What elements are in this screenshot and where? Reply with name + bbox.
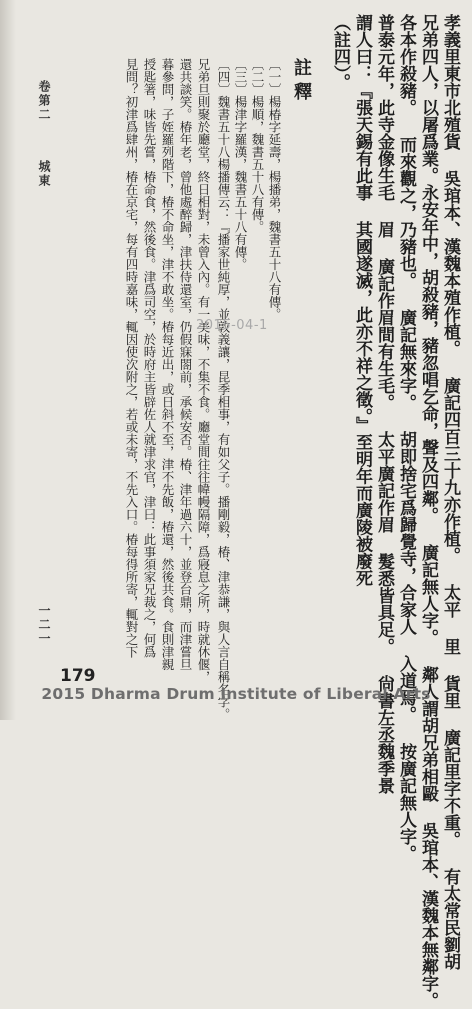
institute-watermark: 2015 Dharma Drum Institute of Liberal Arts [41,685,431,703]
annotation-column-8: 授匙箸，味皆先嘗，椿命食，然後食。津爲司空，於時府主皆辟佐人就津求官，津曰：此事須家兄裁之，何爲 [142,58,157,658]
main-text-column-4: 普泰元年，此寺金像生毛 眉 廣記作眉間有生毛。 太平廣記作眉 髮悉皆具足。 尙書左丞魏季景 [374,14,394,794]
annotation-column-2: 〔二〕楊順，魏書五十八有傳。 [250,58,265,233]
running-header-section: 城東 [37,160,51,188]
running-header-volume: 卷第二 [37,80,51,122]
page-edge-shadow [0,0,16,720]
main-text-column-1: 孝義里東市北殖貨 吳琯本、漢魏本殖作植。 廣記四百三十九亦作植。 太平 里 貨里 廣記里字不重。 有太常民劉胡 [440,14,460,970]
main-text-column-3: 各本作殺豬。 而來觀之，乃豬也。 廣記無來字。 胡即捨宅爲歸覺寺，合家人 入道焉。 按廣記無人字。 [396,14,416,862]
section-heading: 註釋 [291,58,312,106]
annotation-column-5: 兄弟旦則聚於廳堂，終日相對，未曾入內。有一美味，不集不食。廳堂間往往幃幔隔障，爲寢息之所，時就休偃， [196,58,211,683]
scan-date-watermark: 2015-04-1 [196,318,268,333]
main-text-column-5: 謂人曰：『張天錫有此事 其國遂滅，此亦不祥之徵。』至明年而廣陵被廢死 [352,14,372,587]
main-text-column-2: 兄弟四人，以屠爲業。永安年中，胡殺豬，豬忽唱乞命，聲及四鄰。 廣記無人字。 鄰人謂胡兄弟相毆 吳琯本、漢魏本無鄰字。 [418,14,438,1009]
annotation-column-4: 〔四〕魏書五十八楊播傳云：『播家世純厚，並敦義讓，昆季相事，有如父子。播剛毅，椿、津恭謙，與人言自稱名字。 [216,58,231,721]
annotation-column-1: 〔一〕楊椿字延壽，楊播弟，魏書五十八有傳。 [267,58,282,321]
annotation-column-6: 還共談笑。椿年老，曾他處醉歸，津扶侍還室，仍假寐閤前，承候安否。椿、津年過六十，並登台鼎，而津嘗旦 [178,58,193,671]
folio-chinese: 一二一 [37,604,51,646]
main-text-column-6: （註四）。 [330,14,350,91]
annotation-column-3: 〔三〕楊津字羅漢，魏書五十八有傳。 [233,58,248,271]
page-number: 179 [60,666,96,686]
annotation-column-7: 暮參問，子姪羅列階下，椿不命坐，津不敢坐。椿每近出，或日斜不至，津不先飯，椿還，然後共食。食則津親 [160,58,175,671]
annotation-column-9: 見問？初津爲肆州，椿在京宅，每有四時嘉味，輒因使次附之，若或未寄，不先入口。椿每得所寄，輒對之下 [124,58,139,658]
